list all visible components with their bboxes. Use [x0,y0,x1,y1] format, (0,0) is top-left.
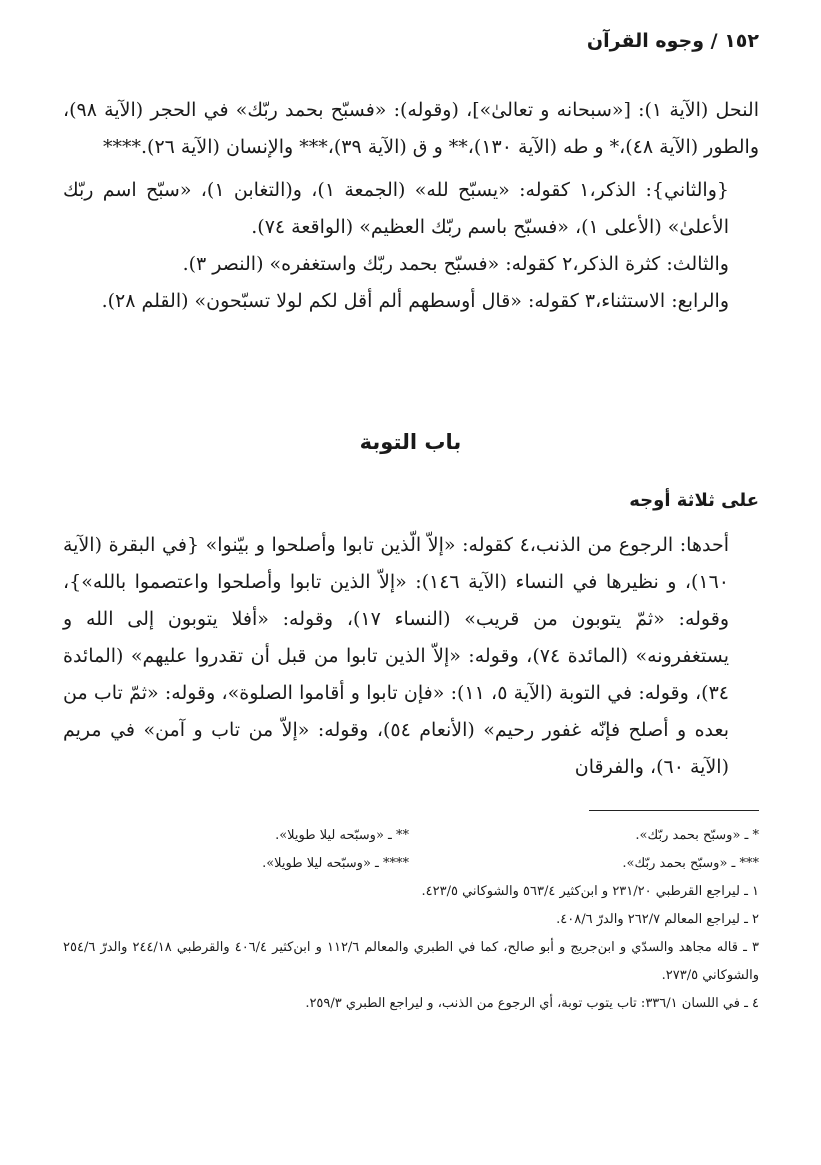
paragraph-tasbih-1: النحل (الآية ١): [«سبحانه و تعالىٰ»]، (وقوله): «فسبّح بحمد ربّك» في الحجر (الآية ٩٨)، والطور (الآية ٤٨)،* و طه (الآية ١٣٠)،** و ق (الآية ٣٩)،*** والإنسان (الآية ٢٦).**** [63,99,759,158]
starred-footnote: * ـ «وسبّح بحمد ربّك». [635,828,759,843]
starred-footnote: ** ـ «وسبّحه ليلا طويلا». [275,828,409,843]
starred-footnote: *** ـ «وسبّح بحمد ربّك». [622,856,759,871]
running-head: ١٥٢ / وجوه القرآن [586,30,759,52]
section-subhead: على ثلاثة أوجه [629,490,759,511]
starred-footnotes [63,822,759,878]
intro-text [63,92,759,320]
section-title: باب التوبة [359,430,462,454]
starred-footnote: **** ـ «وسبّحه ليلا طويلا». [262,856,409,871]
footnote-1: ١ ـ ليراجع القرطبي ٢٣١/٢٠ و ابن‌كثير ٥٦٣/٤ والشوكاني ٤٢٣/٥. [421,884,759,899]
footnote-3: ٣ ـ قاله مجاهد والسدّي و ابن‌جريج و أبو صالح، كما في الطبري والمعالم ١١٢/٦ و ابن‌كثير ٤٠٦/٤ والقرطبي ٢٤٤/١٨ والدرّ ٢٥٤/٦ والشوكاني ٢٧٣/٥. [63,940,759,983]
paragraph-tasbih-2: {والثاني}: الذكر،١ كقوله: «يسبّح لله» (الجمعة ١)، و(التغابن ١)، «سبّح اسم ربّك الأعلىٰ» (الأعلى ١)، «فسبّح باسم ربّك العظيم» (الواقعة ٧٤). [63,179,729,238]
paragraph-tasbih-3: والثالث: كثرة الذكر،٢ كقوله: «فسبّح بحمد ربّك واستغفره» (النصر ٣). [182,253,729,275]
footnote-2: ٢ ـ ليراجع المعالم ٢٦٢/٧ والدرّ ٤٠٨/٦. [556,912,759,927]
paragraph-tawba-1: أحدها: الرجوع من الذنب،٤ كقوله: «إلاّ الّذين تابوا وأصلحوا و بيّنوا» {في البقرة (الآية ١٦٠)، و نظيرها في النساء (الآية ١٤٦): «إلاّ الذين تابوا وأصلحوا واعتصموا بالله»}، وقوله: «ثمّ يتوبون من قريب» (النساء ١٧)، وقوله: «أفلا يتوبون إلى الله و يستغفرونه» (المائدة ٧٤)، وقوله: «إلاّ الذين تابوا من قبل أن تقدروا عليهم» (المائدة ٣٤)، وقوله: في التوبة (الآية ٥، ١١): «فإن تابوا و أقاموا الصلوة»، وقوله: «ثمّ تاب من بعده و أصلح فإنّه غفور رحيم» (الأنعام ٥٤)، وقوله: «إلاّ من تاب و آمن» في مريم (الآية ٦٠)، والفرقان [63,534,729,778]
numbered-footnotes [63,878,759,1018]
paragraph-tasbih-4: والرابع: الاستثناء،٣ كقوله: «قال أوسطهم ألم أقل لكم لولا تسبّحون» (القلم ٢٨). [101,290,729,312]
section-body [63,527,759,786]
footnote-divider [589,810,759,811]
footnote-4: ٤ ـ في اللسان ٣٣٦/١: تاب يتوب توبة، أي الرجوع من الذنب، و ليراجع الطبري ٢٥٩/٣. [305,996,759,1011]
